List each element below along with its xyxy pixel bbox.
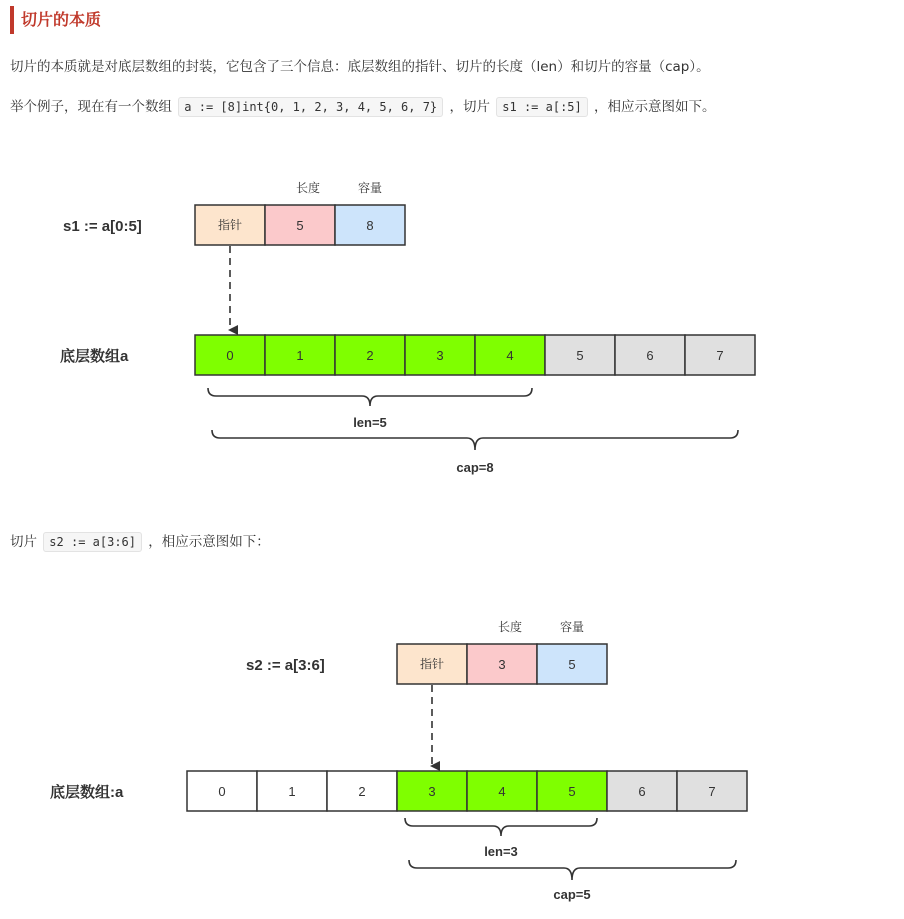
array-cell-value: 1 [288,784,296,799]
diagram-2 [50,619,747,902]
len-brace-label: len=3 [484,844,518,859]
cap-value: 8 [366,218,374,233]
array-cell-value: 6 [646,348,654,363]
example-prefix: 举个例子，现在有一个数组 [10,99,172,115]
s2-suffix: ，相应示意图如下： [148,534,270,550]
s2-prefix: 切片 [10,534,37,550]
slice-label: s2 := a[3:6] [246,657,325,674]
len-brace [405,818,597,836]
cap-header: 容量 [357,181,383,195]
len-header: 长度 [295,181,321,195]
cap-brace-label: cap=8 [456,460,494,475]
slice-s2-code: s2 := a[3:6] [43,532,142,552]
intro-paragraph: 切片的本质就是对底层数组的封装，它包含了三个信息：底层数组的指针、切片的长度（len）和切片的容量（cap）。 [10,59,710,75]
slice-s1-code: s1 := a[:5] [496,97,587,117]
array-cell-value: 7 [716,348,724,363]
cap-header: 容量 [559,620,585,634]
array-cell-value: 1 [296,348,304,363]
example-mid: ，切片 [449,99,490,115]
array-cell-value: 2 [366,348,374,363]
array-cell-value: 0 [226,348,234,363]
array-cell-value: 5 [576,348,584,363]
array-cell-value: 4 [506,348,514,363]
cap-value: 5 [568,657,576,672]
cap-brace [409,860,736,880]
array-cell-value: 2 [358,784,366,799]
array-label: 底层数组a [60,348,129,365]
array-cell-value: 0 [218,784,226,799]
cap-brace-label: cap=5 [553,887,591,902]
len-header: 长度 [497,620,523,634]
example-suffix: ，相应示意图如下。 [594,99,716,115]
array-cells [195,335,755,375]
array-cell-value: 5 [568,784,576,799]
len-value: 3 [498,657,506,672]
ptr-text: 指针 [217,218,243,232]
array-cell-value: 6 [638,784,646,799]
slice-label: s1 := a[0:5] [63,218,142,235]
array-cell-value: 7 [708,784,716,799]
cap-brace [212,430,738,450]
len-value: 5 [296,218,304,233]
array-cell-value: 4 [498,784,506,799]
array-cell-value: 3 [428,784,436,799]
array-cells [187,771,747,811]
len-brace [208,388,532,406]
array-cell-value: 3 [436,348,444,363]
diagram-1 [60,180,755,475]
section-heading: 切片的本质 [10,6,101,34]
array-label: 底层数组:a [50,784,124,801]
array-code: a := [8]int{0, 1, 2, 3, 4, 5, 6, 7} [178,97,443,117]
len-brace-label: len=5 [353,415,387,430]
ptr-text: 指针 [419,657,445,671]
